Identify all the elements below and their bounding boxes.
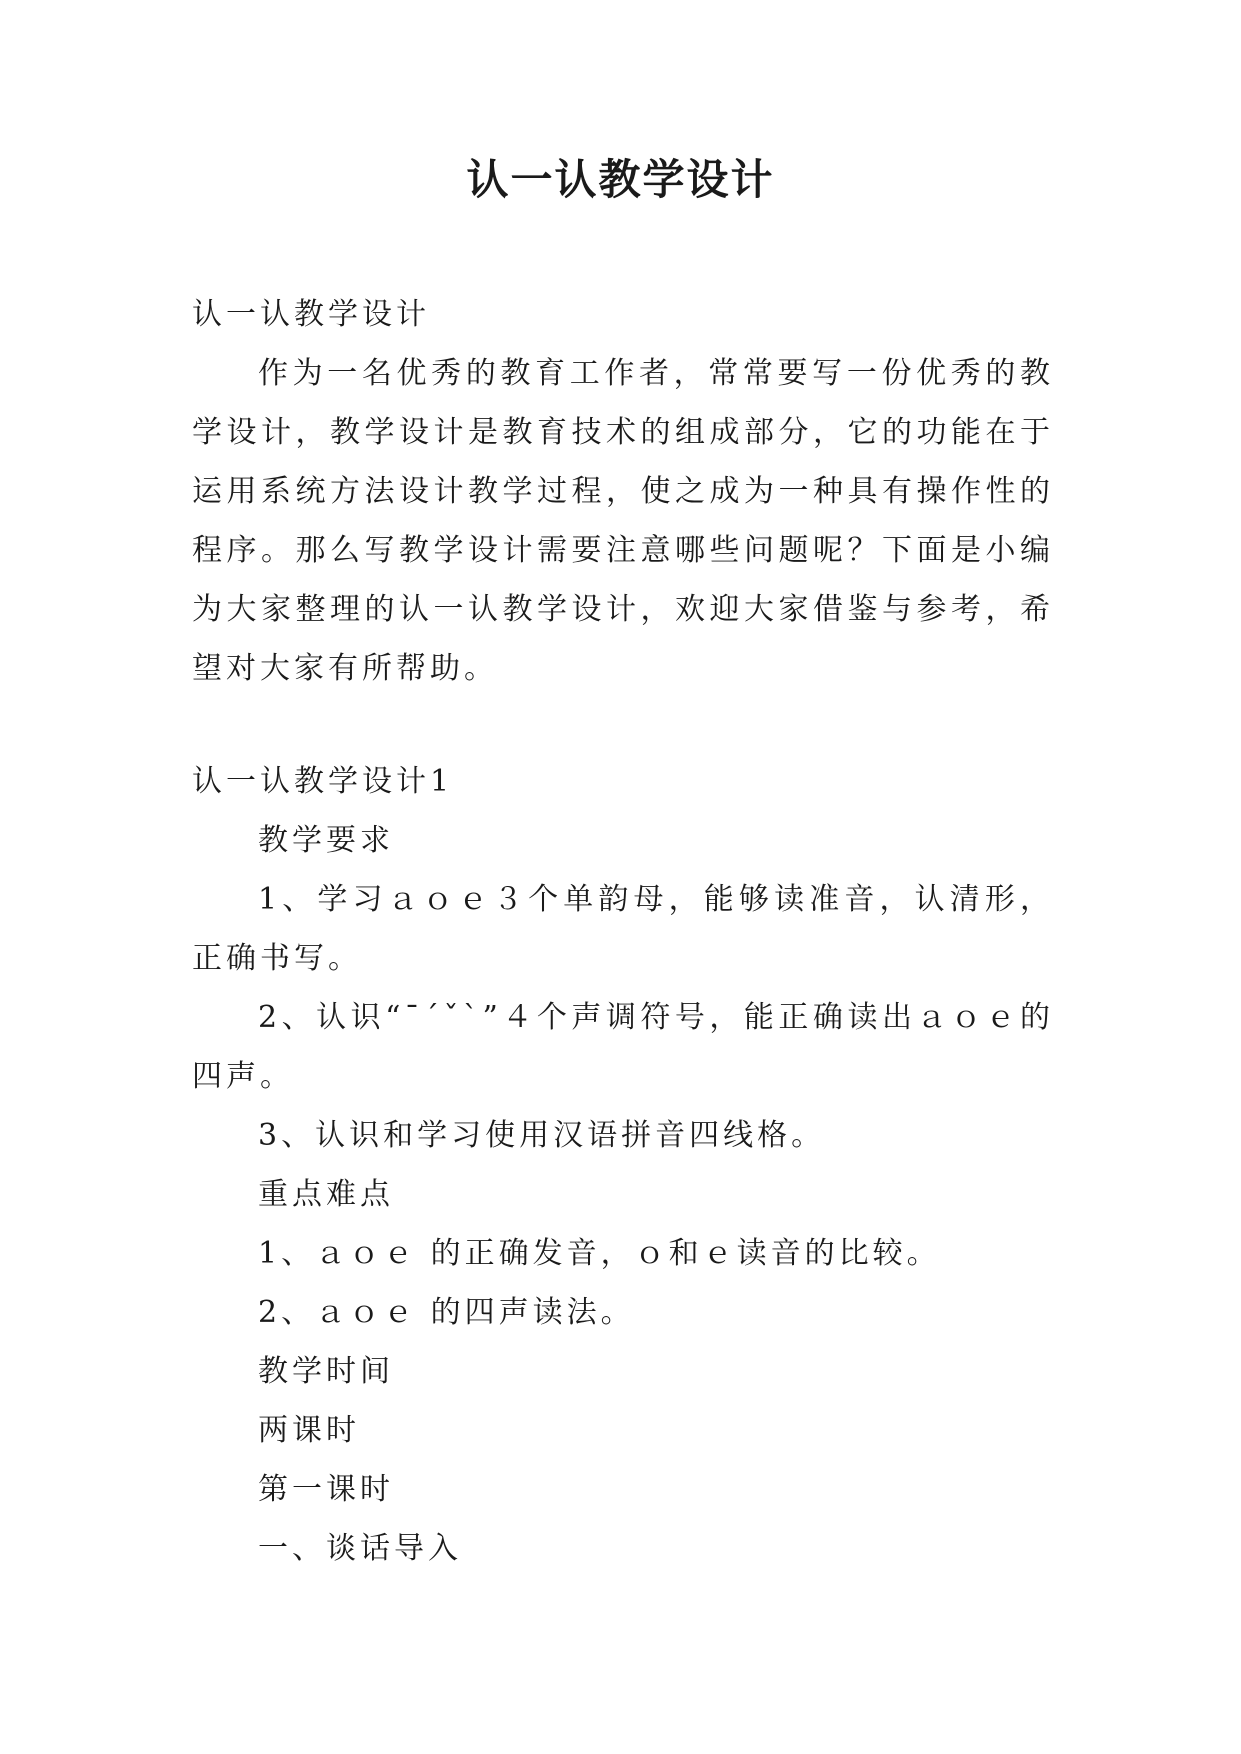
key-point-item-1: 1、ａｏｅ 的正确发音，ｏ和ｅ读音的比较。 [258,1236,941,1271]
intro-paragraph: 作为一名优秀的教育工作者，常常要写一份优秀的教学设计，教学设计是教育技术的组成部分，它的功能在于运用系统方法设计教学过程，使之成为一种具有操作性的程序。那么写教学设计需要注意哪些问题呢？下面是小编为大家整理的认一认教学设计，欢迎大家借鉴与参考，希望对大家有所帮助。 [192,356,1054,686]
lesson-label: 第一课时 [258,1472,394,1507]
requirement-item-3: 3、认识和学习使用汉语拼音四线格。 [258,1118,826,1153]
requirement-item-1: 1、学习ａｏｅ３个单韵母，能够读准音，认清形，正确书写。 [192,882,1054,976]
step-heading: 一、谈话导入 [258,1531,462,1566]
section-1 [192,752,1054,1578]
subheading-key-points: 重点难点 [258,1177,394,1212]
subheading-teaching-requirements: 教学要求 [258,823,394,858]
requirement-item-2: 2、认识“ˉˊˇˋ”４个声调符号，能正确读出ａｏｅ的四声。 [192,1000,1054,1094]
key-point-item-2: 2、ａｏｅ 的四声读法。 [258,1295,635,1330]
page-title: 认一认教学设计 [466,155,775,204]
intro-heading: 认一认教学设计 [192,297,430,332]
intro-section [192,285,1054,698]
teaching-time-value: 两课时 [258,1413,360,1448]
subheading-teaching-time: 教学时间 [258,1354,394,1389]
section-1-heading: 认一认教学设计1 [192,764,454,799]
